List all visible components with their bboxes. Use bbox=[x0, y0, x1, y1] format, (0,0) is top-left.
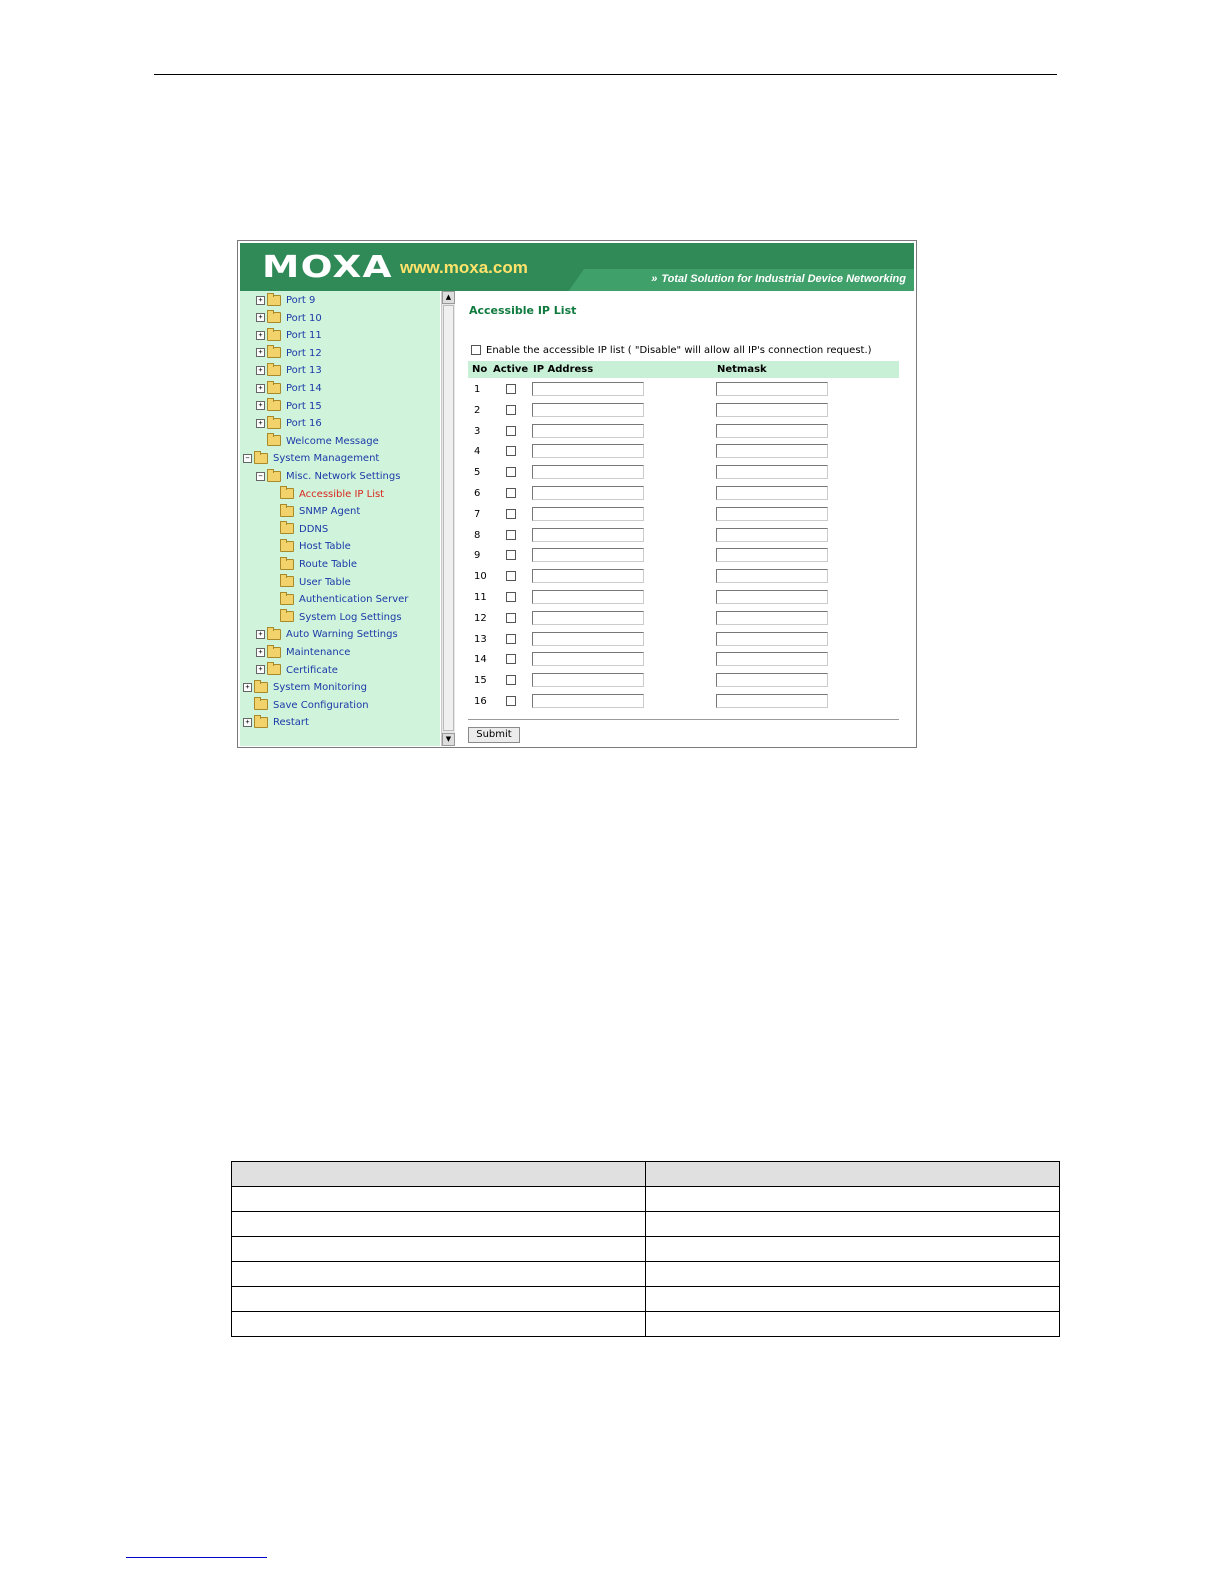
active-checkbox[interactable] bbox=[506, 696, 516, 706]
nav-item[interactable] bbox=[269, 504, 360, 520]
netmask-input[interactable] bbox=[716, 528, 828, 542]
banner-tagline bbox=[651, 273, 906, 285]
nav-item[interactable] bbox=[256, 627, 398, 643]
nav-item-label: Misc. Network Settings bbox=[286, 471, 401, 482]
folder-icon bbox=[280, 506, 294, 517]
ip-row bbox=[468, 380, 899, 401]
row-number: 9 bbox=[474, 550, 481, 562]
expand-icon[interactable]: + bbox=[256, 366, 265, 375]
ip-address-input[interactable] bbox=[532, 424, 644, 438]
expand-icon[interactable]: + bbox=[256, 296, 265, 305]
folder-icon bbox=[267, 664, 281, 675]
active-checkbox[interactable] bbox=[506, 530, 516, 540]
expand-icon[interactable]: + bbox=[256, 419, 265, 428]
row-number: 12 bbox=[474, 612, 487, 624]
expand-icon[interactable]: + bbox=[256, 384, 265, 393]
row-number: 8 bbox=[474, 529, 481, 541]
ip-address-input[interactable] bbox=[532, 673, 644, 687]
ip-address-input[interactable] bbox=[532, 486, 644, 500]
col-ip-address: IP Address bbox=[533, 364, 594, 375]
active-checkbox[interactable] bbox=[506, 405, 516, 415]
table-row bbox=[232, 1262, 1060, 1287]
nav-item[interactable] bbox=[269, 575, 351, 591]
nav-item[interactable] bbox=[256, 469, 400, 485]
row-number: 2 bbox=[474, 404, 481, 416]
netmask-input[interactable] bbox=[716, 403, 828, 417]
folder-icon bbox=[280, 488, 294, 499]
folder-icon bbox=[267, 400, 281, 411]
expand-icon[interactable]: + bbox=[256, 630, 265, 639]
netmask-input[interactable] bbox=[716, 486, 828, 500]
folder-icon bbox=[267, 471, 281, 482]
netmask-input[interactable] bbox=[716, 507, 828, 521]
folder-icon bbox=[254, 453, 268, 464]
expand-icon[interactable]: + bbox=[256, 665, 265, 674]
nav-item[interactable] bbox=[269, 592, 408, 608]
ip-row bbox=[468, 588, 899, 609]
moxa-logo: MOXA bbox=[262, 250, 393, 285]
folder-icon bbox=[280, 559, 294, 570]
table-cell bbox=[646, 1237, 1060, 1262]
folder-icon bbox=[267, 312, 281, 323]
table-cell bbox=[646, 1312, 1060, 1337]
scroll-down-arrow-icon[interactable]: ▼ bbox=[442, 733, 455, 746]
nav-item-label: Maintenance bbox=[286, 647, 351, 658]
table-cell bbox=[232, 1287, 646, 1312]
nav-item-label: Restart bbox=[273, 717, 309, 729]
folder-icon bbox=[267, 365, 281, 376]
enable-label: Enable the accessible IP list ( "Disable" will allow all IP's connection request.) bbox=[486, 345, 872, 356]
nav-item-label: Port 15 bbox=[286, 400, 322, 412]
ip-address-input[interactable] bbox=[532, 632, 644, 646]
nav-item[interactable] bbox=[243, 680, 367, 696]
page-title: Accessible IP List bbox=[469, 304, 577, 317]
ip-address-input[interactable] bbox=[532, 569, 644, 583]
nav-item-label: Port 12 bbox=[286, 347, 322, 359]
ip-row bbox=[468, 526, 899, 547]
table-row bbox=[232, 1287, 1060, 1312]
nav-item[interactable] bbox=[269, 610, 402, 626]
nav-item-label: Route Table bbox=[299, 559, 358, 570]
folder-icon bbox=[267, 435, 281, 446]
nav-item-label: Port 14 bbox=[286, 383, 322, 394]
netmask-input[interactable] bbox=[716, 569, 828, 583]
ip-row bbox=[468, 442, 899, 463]
nav-item[interactable] bbox=[256, 416, 322, 432]
folder-icon bbox=[267, 647, 281, 658]
nav-item[interactable] bbox=[256, 645, 350, 661]
scrollbar-thumb[interactable] bbox=[443, 305, 454, 731]
ip-address-input[interactable] bbox=[532, 444, 644, 458]
ip-row bbox=[468, 463, 899, 484]
nav-item[interactable] bbox=[256, 346, 322, 362]
nav-item[interactable] bbox=[269, 487, 384, 503]
folder-icon bbox=[254, 682, 268, 693]
folder-icon bbox=[280, 594, 294, 605]
table-cell bbox=[232, 1187, 646, 1212]
nav-item[interactable] bbox=[256, 293, 315, 309]
expand-icon[interactable]: + bbox=[243, 718, 252, 727]
col-netmask: Netmask bbox=[717, 364, 767, 375]
nav-item[interactable] bbox=[256, 363, 322, 379]
netmask-input[interactable] bbox=[716, 694, 828, 708]
folder-icon bbox=[280, 541, 294, 552]
ip-address-input[interactable] bbox=[532, 548, 644, 562]
netmask-input[interactable] bbox=[716, 590, 828, 604]
ip-row bbox=[468, 692, 899, 713]
nav-item-label: Certificate bbox=[286, 664, 338, 676]
nav-item-label: Welcome Message bbox=[286, 435, 379, 447]
active-checkbox[interactable] bbox=[506, 613, 516, 623]
active-checkbox[interactable] bbox=[506, 488, 516, 498]
table-cell bbox=[646, 1287, 1060, 1312]
row-number: 11 bbox=[474, 592, 487, 603]
scroll-up-arrow-icon[interactable]: ▲ bbox=[442, 291, 455, 304]
expand-icon[interactable]: + bbox=[243, 683, 252, 692]
ip-row bbox=[468, 401, 899, 422]
ip-address-input[interactable] bbox=[532, 507, 644, 521]
expand-icon[interactable]: + bbox=[256, 648, 265, 657]
nav-item[interactable] bbox=[243, 715, 309, 731]
folder-icon bbox=[280, 611, 294, 622]
active-checkbox[interactable] bbox=[506, 634, 516, 644]
col-active: Active bbox=[493, 364, 529, 375]
row-number: 7 bbox=[474, 508, 481, 520]
nav-item[interactable] bbox=[269, 557, 357, 573]
active-checkbox[interactable] bbox=[506, 550, 516, 560]
expand-icon[interactable]: + bbox=[256, 331, 265, 340]
nav-item[interactable] bbox=[269, 539, 351, 555]
folder-icon bbox=[267, 347, 281, 358]
table-row bbox=[232, 1212, 1060, 1237]
table-header-row bbox=[232, 1162, 1060, 1187]
expand-icon[interactable]: + bbox=[256, 348, 265, 357]
row-number: 3 bbox=[474, 425, 481, 437]
ip-row bbox=[468, 609, 899, 630]
form-divider bbox=[468, 719, 899, 720]
moxa-banner bbox=[240, 243, 914, 291]
nav-item[interactable] bbox=[256, 434, 379, 450]
active-checkbox[interactable] bbox=[506, 467, 516, 477]
ip-row bbox=[468, 630, 899, 651]
row-number: 4 bbox=[474, 446, 481, 458]
netmask-input[interactable] bbox=[716, 673, 828, 687]
netmask-input[interactable] bbox=[716, 382, 828, 396]
table-cell bbox=[232, 1237, 646, 1262]
enable-checkbox[interactable] bbox=[471, 345, 481, 355]
ip-row bbox=[468, 546, 899, 567]
netmask-input[interactable] bbox=[716, 632, 828, 646]
row-number: 10 bbox=[474, 571, 487, 583]
col-no: No bbox=[472, 364, 488, 375]
table-row bbox=[232, 1237, 1060, 1262]
active-checkbox[interactable] bbox=[506, 509, 516, 519]
table-row bbox=[232, 1187, 1060, 1212]
expand-icon[interactable]: − bbox=[243, 454, 252, 463]
footer-link-rule bbox=[126, 1557, 267, 1558]
table-cell bbox=[232, 1312, 646, 1337]
banner-url: www.moxa.com bbox=[400, 258, 528, 277]
table-cell bbox=[646, 1212, 1060, 1237]
ip-row bbox=[468, 422, 899, 443]
ip-address-input[interactable] bbox=[532, 590, 644, 604]
folder-icon bbox=[280, 576, 294, 587]
ip-row bbox=[468, 650, 899, 671]
nav-item-label: System Monitoring bbox=[273, 682, 367, 694]
active-checkbox[interactable] bbox=[506, 654, 516, 664]
expand-icon[interactable]: + bbox=[256, 313, 265, 322]
folder-icon bbox=[280, 523, 294, 534]
folder-icon bbox=[267, 330, 281, 341]
row-number: 1 bbox=[474, 384, 481, 395]
header-rule bbox=[154, 74, 1057, 75]
nav-item-label: User Table bbox=[299, 576, 351, 588]
chevrons-icon: » bbox=[651, 273, 658, 285]
web-console-screenshot bbox=[237, 240, 917, 748]
submit-button[interactable]: Submit bbox=[468, 727, 520, 743]
nav-item-label: Port 11 bbox=[286, 330, 322, 342]
tagline-text: Total Solution for Industrial Device Networking bbox=[661, 273, 906, 285]
nav-item-label: System Log Settings bbox=[299, 611, 402, 623]
active-checkbox[interactable] bbox=[506, 675, 516, 685]
nav-item[interactable] bbox=[256, 663, 338, 679]
nav-item-label: Host Table bbox=[299, 541, 351, 553]
row-number: 5 bbox=[474, 467, 481, 479]
active-checkbox[interactable] bbox=[506, 446, 516, 456]
folder-icon bbox=[267, 418, 281, 429]
folder-icon bbox=[267, 629, 281, 640]
row-number: 14 bbox=[474, 654, 487, 666]
active-checkbox[interactable] bbox=[506, 384, 516, 394]
netmask-input[interactable] bbox=[716, 424, 828, 438]
row-number: 15 bbox=[474, 675, 487, 687]
nav-item-label: Authentication Server bbox=[299, 594, 409, 606]
nav-item-label: Save Configuration bbox=[273, 699, 369, 711]
netmask-input[interactable] bbox=[716, 611, 828, 625]
document-table bbox=[231, 1161, 1060, 1337]
active-checkbox[interactable] bbox=[506, 426, 516, 436]
nav-item-label: Accessible IP List bbox=[299, 488, 385, 500]
netmask-input[interactable] bbox=[716, 548, 828, 562]
nav-item-label: System Management bbox=[273, 453, 380, 465]
ip-row bbox=[468, 484, 899, 505]
ip-address-input[interactable] bbox=[532, 382, 644, 396]
table-cell bbox=[646, 1262, 1060, 1287]
table-cell bbox=[232, 1162, 646, 1187]
nav-item[interactable] bbox=[269, 522, 328, 538]
folder-icon bbox=[254, 717, 268, 728]
nav-item-label: SNMP Agent bbox=[299, 506, 361, 518]
table-row bbox=[232, 1312, 1060, 1337]
nav-item-label: Port 9 bbox=[286, 295, 316, 306]
nav-item[interactable] bbox=[256, 311, 322, 327]
table-cell bbox=[646, 1187, 1060, 1212]
active-checkbox[interactable] bbox=[506, 571, 516, 581]
nav-item[interactable] bbox=[243, 451, 379, 467]
nav-item[interactable] bbox=[256, 381, 322, 397]
ip-address-input[interactable] bbox=[532, 403, 644, 417]
netmask-input[interactable] bbox=[716, 465, 828, 479]
expand-icon[interactable]: + bbox=[256, 401, 265, 410]
nav-item[interactable] bbox=[243, 698, 369, 714]
nav-item-label: Port 13 bbox=[286, 365, 322, 377]
folder-icon bbox=[254, 699, 268, 710]
folder-icon bbox=[267, 383, 281, 394]
nav-item-label: Port 10 bbox=[286, 312, 322, 324]
row-number: 16 bbox=[474, 696, 487, 707]
main-content bbox=[466, 291, 912, 746]
nav-scrollbar[interactable] bbox=[441, 291, 455, 746]
ip-address-input[interactable] bbox=[532, 652, 644, 666]
ip-row bbox=[468, 567, 899, 588]
ip-address-input[interactable] bbox=[532, 465, 644, 479]
enable-row bbox=[471, 345, 872, 356]
ip-table-header bbox=[468, 361, 899, 378]
navigation-tree bbox=[240, 291, 440, 746]
nav-item[interactable] bbox=[256, 328, 322, 344]
ip-row bbox=[468, 671, 899, 692]
netmask-input[interactable] bbox=[716, 444, 828, 458]
table-cell bbox=[232, 1262, 646, 1287]
nav-item-label: DDNS bbox=[299, 523, 329, 535]
nav-item[interactable] bbox=[256, 399, 322, 415]
nav-item-label: Port 16 bbox=[286, 418, 322, 430]
row-number: 6 bbox=[474, 488, 481, 499]
table-cell bbox=[646, 1162, 1060, 1187]
folder-icon bbox=[267, 295, 281, 306]
netmask-input[interactable] bbox=[716, 652, 828, 666]
ip-address-input[interactable] bbox=[532, 611, 644, 625]
active-checkbox[interactable] bbox=[506, 592, 516, 602]
table-cell bbox=[232, 1212, 646, 1237]
ip-address-input[interactable] bbox=[532, 694, 644, 708]
ip-address-input[interactable] bbox=[532, 528, 644, 542]
expand-icon[interactable]: − bbox=[256, 472, 265, 481]
row-number: 13 bbox=[474, 633, 487, 645]
ip-row bbox=[468, 505, 899, 526]
nav-item-label: Auto Warning Settings bbox=[286, 629, 398, 641]
